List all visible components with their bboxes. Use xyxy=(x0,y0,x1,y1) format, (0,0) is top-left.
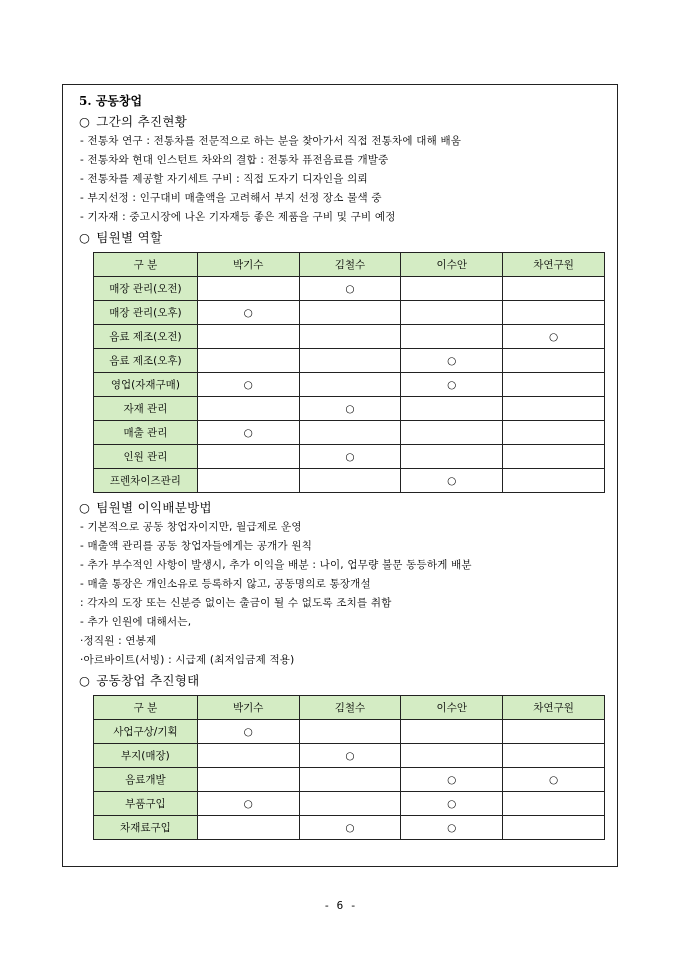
assignment-cell: ○ xyxy=(299,744,401,768)
assignment-cell xyxy=(197,768,299,792)
assignment-cell xyxy=(197,397,299,421)
row-label: 사업구상/기획 xyxy=(94,720,198,744)
row-label: 음료개발 xyxy=(94,768,198,792)
assignment-cell xyxy=(503,816,605,840)
table-row xyxy=(94,349,605,373)
assignment-cell xyxy=(503,445,605,469)
bullet-item: - 전통차 연구 : 전통차를 전문적으로 하는 분을 찾아가서 직접 전통차에 대해 배움 xyxy=(80,135,462,147)
profit-heading xyxy=(79,497,605,518)
assignment-cell: ○ xyxy=(197,792,299,816)
bullet-item: - 매출액 관리를 공동 창업자들에게는 공개가 원칙 xyxy=(80,540,313,552)
row-label: 프렌차이즈관리 xyxy=(94,469,198,493)
header-cell: 구 분 xyxy=(94,253,198,277)
row-label: 매장 관리(오후) xyxy=(94,301,198,325)
assignment-cell xyxy=(197,816,299,840)
header-cell: 이수안 xyxy=(401,696,503,720)
bullet-item: - 기자재 : 중고시장에 나온 기자재등 좋은 제품을 구비 및 구비 예정 xyxy=(80,211,396,223)
assignment-cell xyxy=(503,720,605,744)
header-cell: 구 분 xyxy=(94,696,198,720)
assignment-cell xyxy=(197,349,299,373)
profit-list xyxy=(79,518,605,670)
assignment-cell: ○ xyxy=(299,445,401,469)
header-cell: 이수안 xyxy=(401,253,503,277)
progress-heading xyxy=(79,111,605,132)
header-cell: 박기수 xyxy=(197,696,299,720)
section-title: 5. 공동창업 xyxy=(79,94,143,108)
assignment-cell xyxy=(401,325,503,349)
assignment-cell xyxy=(197,445,299,469)
circle-bullet-icon: ○ xyxy=(79,500,91,515)
assignment-cell xyxy=(503,421,605,445)
assignment-cell xyxy=(299,768,401,792)
header-cell: 차연구원 xyxy=(503,696,605,720)
bullet-item: - 기본적으로 공동 창업자이지만, 월급제로 운영 xyxy=(80,521,302,533)
profit-heading-text: 팀원별 이익배분방법 xyxy=(96,500,212,515)
assignment-cell: ○ xyxy=(299,277,401,301)
assignment-cell: ○ xyxy=(503,325,605,349)
bullet-item: - 추가 부수적인 사항이 발생시, 추가 이익을 배분 : 나이, 업무량 불문 동등하게 배분 xyxy=(80,559,472,571)
table-row xyxy=(94,397,605,421)
bullet-item: : 각자의 도장 또는 신분증 없이는 출금이 될 수 없도록 조치를 취함 xyxy=(80,597,392,609)
assignment-cell xyxy=(401,277,503,301)
table-row xyxy=(94,445,605,469)
form-heading-text: 공동창업 추진형태 xyxy=(96,673,200,688)
row-label: 부지(매장) xyxy=(94,744,198,768)
assignment-cell xyxy=(503,301,605,325)
table-header-row xyxy=(94,253,605,277)
assignment-cell xyxy=(401,421,503,445)
assignment-cell: ○ xyxy=(401,469,503,493)
circle-bullet-icon: ○ xyxy=(79,230,91,245)
assignment-cell xyxy=(503,469,605,493)
bullet-item: - 매출 통장은 개인소유로 등록하지 않고, 공동명의로 통장개설 xyxy=(80,578,371,590)
row-label: 자재 관리 xyxy=(94,397,198,421)
assignment-cell: ○ xyxy=(299,397,401,421)
roles-heading xyxy=(79,227,605,248)
table-row xyxy=(94,421,605,445)
circle-bullet-icon: ○ xyxy=(79,114,91,129)
circle-bullet-icon: ○ xyxy=(79,673,91,688)
assignment-cell xyxy=(299,469,401,493)
assignment-cell xyxy=(503,744,605,768)
assignment-cell xyxy=(197,744,299,768)
assignment-cell: ○ xyxy=(503,768,605,792)
assignment-cell xyxy=(503,349,605,373)
assignment-cell xyxy=(401,397,503,421)
header-cell: 박기수 xyxy=(197,253,299,277)
row-label: 음료 제조(오전) xyxy=(94,325,198,349)
page-number: - 6 - xyxy=(323,899,357,912)
bullet-item: ·정직원 : 연봉제 xyxy=(80,635,157,647)
assignment-cell xyxy=(197,469,299,493)
table-row xyxy=(94,816,605,840)
table-header-row xyxy=(94,696,605,720)
content-frame xyxy=(62,84,618,867)
content xyxy=(79,91,605,844)
assignment-cell xyxy=(299,421,401,445)
header-cell: 차연구원 xyxy=(503,253,605,277)
table-row xyxy=(94,301,605,325)
assignment-cell: ○ xyxy=(197,301,299,325)
row-label: 음료 제조(오후) xyxy=(94,349,198,373)
assignment-cell xyxy=(401,445,503,469)
form-heading xyxy=(79,670,605,691)
row-label: 매장 관리(오전) xyxy=(94,277,198,301)
roles-heading-text: 팀원별 역할 xyxy=(96,230,163,245)
row-label: 인원 관리 xyxy=(94,445,198,469)
row-label: 부품구입 xyxy=(94,792,198,816)
table-row xyxy=(94,277,605,301)
assignment-cell xyxy=(299,301,401,325)
bullet-item: - 전통차를 제공할 자기세트 구비 : 직접 도자기 디자인을 의뢰 xyxy=(80,173,368,185)
assignment-cell xyxy=(401,301,503,325)
assignment-cell: ○ xyxy=(401,792,503,816)
assignment-cell: ○ xyxy=(197,373,299,397)
assignment-cell xyxy=(503,397,605,421)
bullet-item: - 부지선정 : 인구대비 매출액을 고려해서 부지 선정 장소 물색 중 xyxy=(80,192,382,204)
table-row xyxy=(94,469,605,493)
assignment-cell xyxy=(401,744,503,768)
row-label: 매출 관리 xyxy=(94,421,198,445)
row-label: 영업(자재구매) xyxy=(94,373,198,397)
table-row xyxy=(94,744,605,768)
progress-heading-text: 그간의 추진현황 xyxy=(96,114,188,129)
assignment-cell: ○ xyxy=(401,816,503,840)
table-row xyxy=(94,792,605,816)
header-cell: 김철수 xyxy=(299,696,401,720)
table-row xyxy=(94,768,605,792)
assignment-cell xyxy=(197,277,299,301)
assignment-cell: ○ xyxy=(197,720,299,744)
assignment-cell xyxy=(299,792,401,816)
progress-list xyxy=(79,132,605,227)
header-cell: 김철수 xyxy=(299,253,401,277)
row-label: 차재료구입 xyxy=(94,816,198,840)
bullet-item: - 추가 인원에 대해서는, xyxy=(80,616,192,628)
assignment-cell: ○ xyxy=(401,373,503,397)
bullet-item: - 전통차와 현대 인스턴트 차와의 결합 : 전통차 퓨전음료를 개발중 xyxy=(80,154,389,166)
assignment-cell xyxy=(503,792,605,816)
assignment-cell xyxy=(299,373,401,397)
assignment-cell: ○ xyxy=(299,816,401,840)
bullet-item: ·아르바이트(서빙) : 시급제 (최저임금제 적용) xyxy=(80,654,295,666)
assignment-cell xyxy=(299,349,401,373)
assignment-cell xyxy=(401,720,503,744)
form-table xyxy=(93,695,605,840)
roles-table xyxy=(93,252,605,493)
assignment-cell xyxy=(197,325,299,349)
assignment-cell xyxy=(299,325,401,349)
table-row xyxy=(94,325,605,349)
assignment-cell: ○ xyxy=(401,768,503,792)
table-row xyxy=(94,720,605,744)
assignment-cell xyxy=(299,720,401,744)
assignment-cell xyxy=(503,277,605,301)
assignment-cell: ○ xyxy=(401,349,503,373)
assignment-cell: ○ xyxy=(197,421,299,445)
assignment-cell xyxy=(503,373,605,397)
table-row xyxy=(94,373,605,397)
